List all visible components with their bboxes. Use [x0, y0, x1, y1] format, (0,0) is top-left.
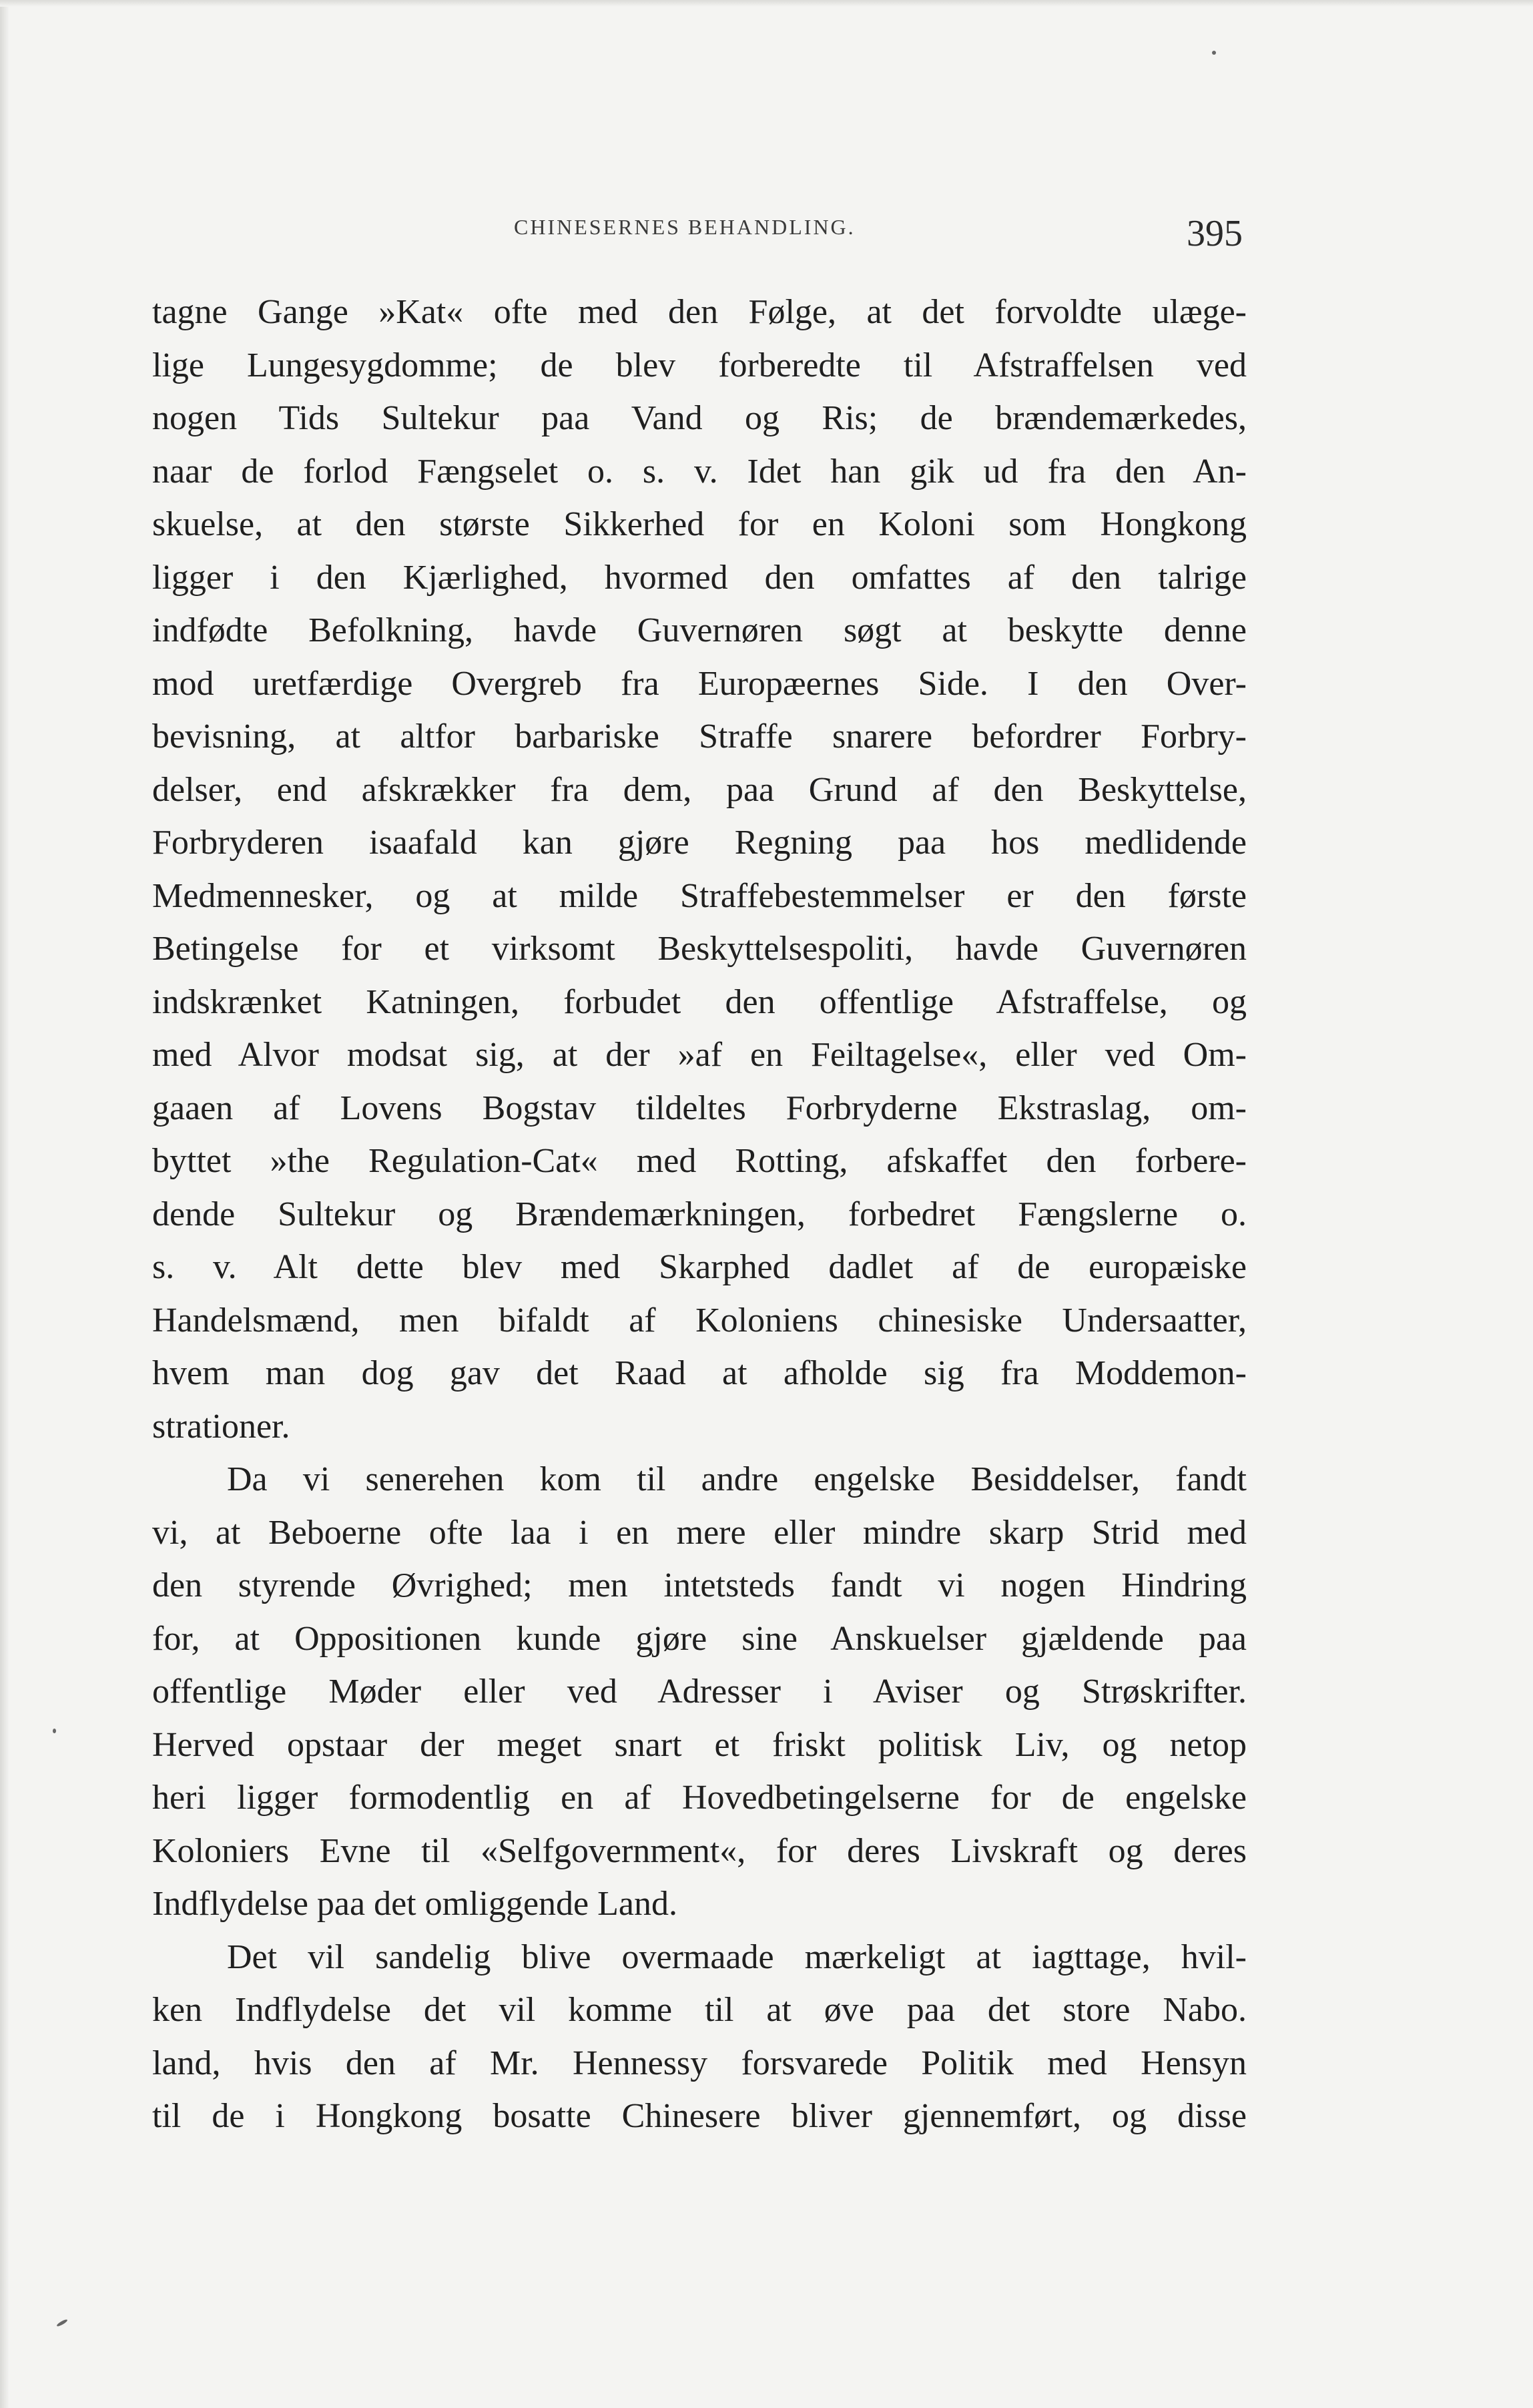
text-line: skuelse, at den største Sikkerhed for en Koloni som Hongkong — [152, 505, 1247, 543]
text-line: Medmennesker, og at milde Straffebestemmelser er den første — [152, 876, 1247, 915]
text-line: den styrende Øvrighed; men intetsteds fandt vi nogen Hindring — [152, 1566, 1247, 1604]
text-line: naar de forlod Fængselet o. s. v. Idet han gik ud fra den An- — [152, 452, 1247, 491]
text-line: offentlige Møder eller ved Adresser i Aviser og Strøskrifter. — [152, 1673, 1247, 1711]
text-line: bevisning, at altfor barbariske Straffe snarere befordrer Forbry- — [152, 717, 1247, 756]
paper-speck — [56, 2319, 68, 2327]
text-line: land, hvis den af Mr. Hennessy forsvarede Politik med Hensyn — [152, 2044, 1247, 2082]
text-line: gaaen af Lovens Bogstav tildeltes Forbryderne Ekstraslag, om- — [152, 1089, 1247, 1127]
text-line: Handelsmænd, men bifaldt af Koloniens chinesiske Undersaatter, — [152, 1301, 1247, 1339]
text-line: Herved opstaar der meget snart et friskt politisk Liv, og netop — [152, 1725, 1247, 1764]
text-line: byttet »the Regulation-Cat« med Rotting, afskaffet den forbere- — [152, 1142, 1247, 1180]
text-line: ken Indflydelse det vil komme til at øve paa det store Nabo. — [152, 1991, 1247, 2029]
text-line: delser, end afskrækker fra dem, paa Grund af den Beskyttelse, — [152, 770, 1247, 809]
text-line: vi, at Beboerne ofte laa i en mere eller mindre skarp Strid med — [152, 1513, 1247, 1552]
page-number: 395 — [1187, 213, 1243, 254]
page-top-edge-shadow — [0, 0, 1533, 7]
text-line: med Alvor modsat sig, at der »af en Feiltagelse«, eller ved Om- — [152, 1036, 1247, 1074]
text-line: Indflydelse paa det omliggende Land. — [152, 1885, 677, 1923]
text-line: Forbryderen isaafald kan gjøre Regning paa hos medlidende — [152, 824, 1247, 862]
page-left-edge-shadow — [0, 0, 9, 2408]
text-line: Koloniers Evne til «Selfgovernment«, for deres Livskraft og deres — [152, 1831, 1247, 1870]
text-line: nogen Tids Sultekur paa Vand og Ris; de brændemærkedes, — [152, 399, 1247, 437]
text-line: tagne Gange »Kat« ofte med den Følge, at det forvoldte ulæge- — [152, 293, 1247, 331]
paper-speck — [53, 1729, 56, 1733]
text-line: hvem man dog gav det Raad at afholde sig fra Moddemon- — [152, 1354, 1247, 1392]
text-line: mod uretfærdige Overgreb fra Europæernes Side. I den Over- — [152, 664, 1247, 703]
text-line: indfødte Befolkning, havde Guvernøren søgt at beskytte denne — [152, 611, 1247, 649]
text-line: lige Lungesygdomme; de blev forberedte til Afstraffelsen ved — [152, 346, 1247, 384]
text-line-paragraph-start: Da vi senerehen kom til andre engelske Besiddelser, fandt — [227, 1460, 1247, 1498]
text-line: s. v. Alt dette blev med Skarphed dadlet af de europæiske — [152, 1248, 1247, 1286]
text-line: ligger i den Kjærlighed, hvormed den omfattes af den talrige — [152, 558, 1247, 597]
text-line-paragraph-start: Det vil sandelig blive overmaade mærkeligt at iagttage, hvil- — [227, 1937, 1247, 1976]
text-line: strationer. — [152, 1407, 290, 1446]
text-line: Betingelse for et virksomt Beskyttelsespoliti, havde Guvernøren — [152, 930, 1247, 968]
text-line: dende Sultekur og Brændemærkningen, forbedret Fængslerne o. — [152, 1195, 1247, 1233]
text-line: heri ligger formodentlig en af Hovedbetingelserne for de engelske — [152, 1779, 1247, 1817]
text-line: for, at Oppositionen kunde gjøre sine Anskuelser gjældende paa — [152, 1619, 1247, 1658]
text-line: til de i Hongkong bosatte Chinesere bliver gjennemført, og disse — [152, 2097, 1247, 2135]
running-head: CHINESERNES BEHANDLING. — [514, 215, 856, 239]
paper-speck — [1212, 51, 1216, 55]
text-line: indskrænket Katningen, forbudet den offentlige Afstraffelse, og — [152, 982, 1247, 1021]
body-text — [152, 286, 1247, 2143]
